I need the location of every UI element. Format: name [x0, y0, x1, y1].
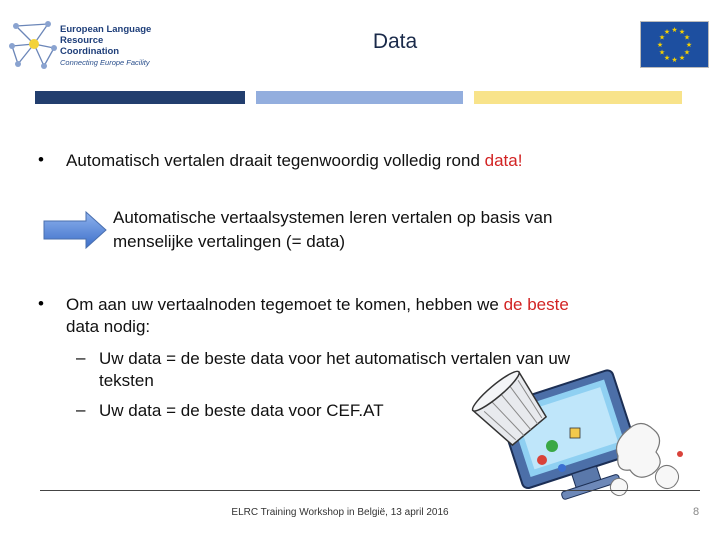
bullet1-plain: Automatisch vertalen draait tegenwoordig volledig rond: [66, 151, 485, 170]
logo-line1: European Language: [60, 24, 152, 35]
header-band-light: [474, 91, 682, 104]
sub1-line1: Uw data = de beste data voor het automatisch vertalen van uw: [99, 349, 571, 368]
svg-text:★: ★: [685, 41, 693, 49]
bullet-marker: •: [38, 294, 44, 313]
slide-title: Data: [372, 30, 418, 53]
svg-text:★: ★: [663, 54, 671, 62]
logo-text: [60, 24, 158, 68]
svg-text:★: ★: [671, 26, 678, 34]
bullet1-text: [66, 150, 522, 172]
sub1-line2: teksten: [99, 371, 154, 390]
logo-line2: Resource Coordination: [60, 35, 120, 57]
eu-flag: [640, 21, 709, 68]
svg-text:★: ★: [671, 56, 678, 64]
computer-data-illustration: [440, 368, 700, 518]
svg-text:★: ★: [656, 41, 664, 49]
svg-text:★: ★: [658, 48, 666, 57]
bullet2-highlight: de beste: [503, 295, 569, 314]
elrc-logo-icon: [8, 14, 60, 76]
svg-text:★: ★: [658, 33, 666, 42]
bullet2-line2: data nodig:: [66, 317, 151, 336]
bullet2-text: [66, 294, 569, 338]
logo-tagline: Connecting Europe Facility: [60, 58, 150, 67]
footer-text: ELRC Training Workshop in België, 13 april 2016: [231, 507, 449, 518]
right-arrow-icon: [42, 210, 108, 250]
svg-text:★: ★: [678, 54, 686, 62]
bullet1-highlight: data!: [484, 151, 523, 170]
bullet2-plain: Om aan uw vertaalnoden tegemoet te komen, hebben we: [66, 295, 504, 314]
header-band-dark: [35, 91, 245, 104]
elrc-logo: [8, 14, 158, 76]
svg-text:★: ★: [683, 33, 691, 42]
sub-bullet-marker: –: [76, 348, 86, 367]
arrow-note: [113, 207, 552, 253]
arrow-note-line2: menselijke vertalingen (= data): [113, 232, 345, 251]
page-number: 8: [693, 506, 700, 518]
footer-divider: [40, 490, 700, 491]
svg-text:★: ★: [678, 28, 686, 36]
svg-text:★: ★: [683, 48, 691, 57]
eu-flag-icon: [641, 22, 708, 67]
sub-bullet-marker: –: [76, 400, 86, 419]
sub-bullet2-text: Uw data = de beste data voor CEF.AT: [99, 401, 384, 420]
svg-text:★: ★: [663, 28, 671, 36]
bullet-marker: •: [38, 150, 44, 169]
arrow-note-line1: Automatische vertaalsystemen leren vertalen op basis van: [113, 208, 553, 227]
header-band-mid: [256, 91, 463, 104]
